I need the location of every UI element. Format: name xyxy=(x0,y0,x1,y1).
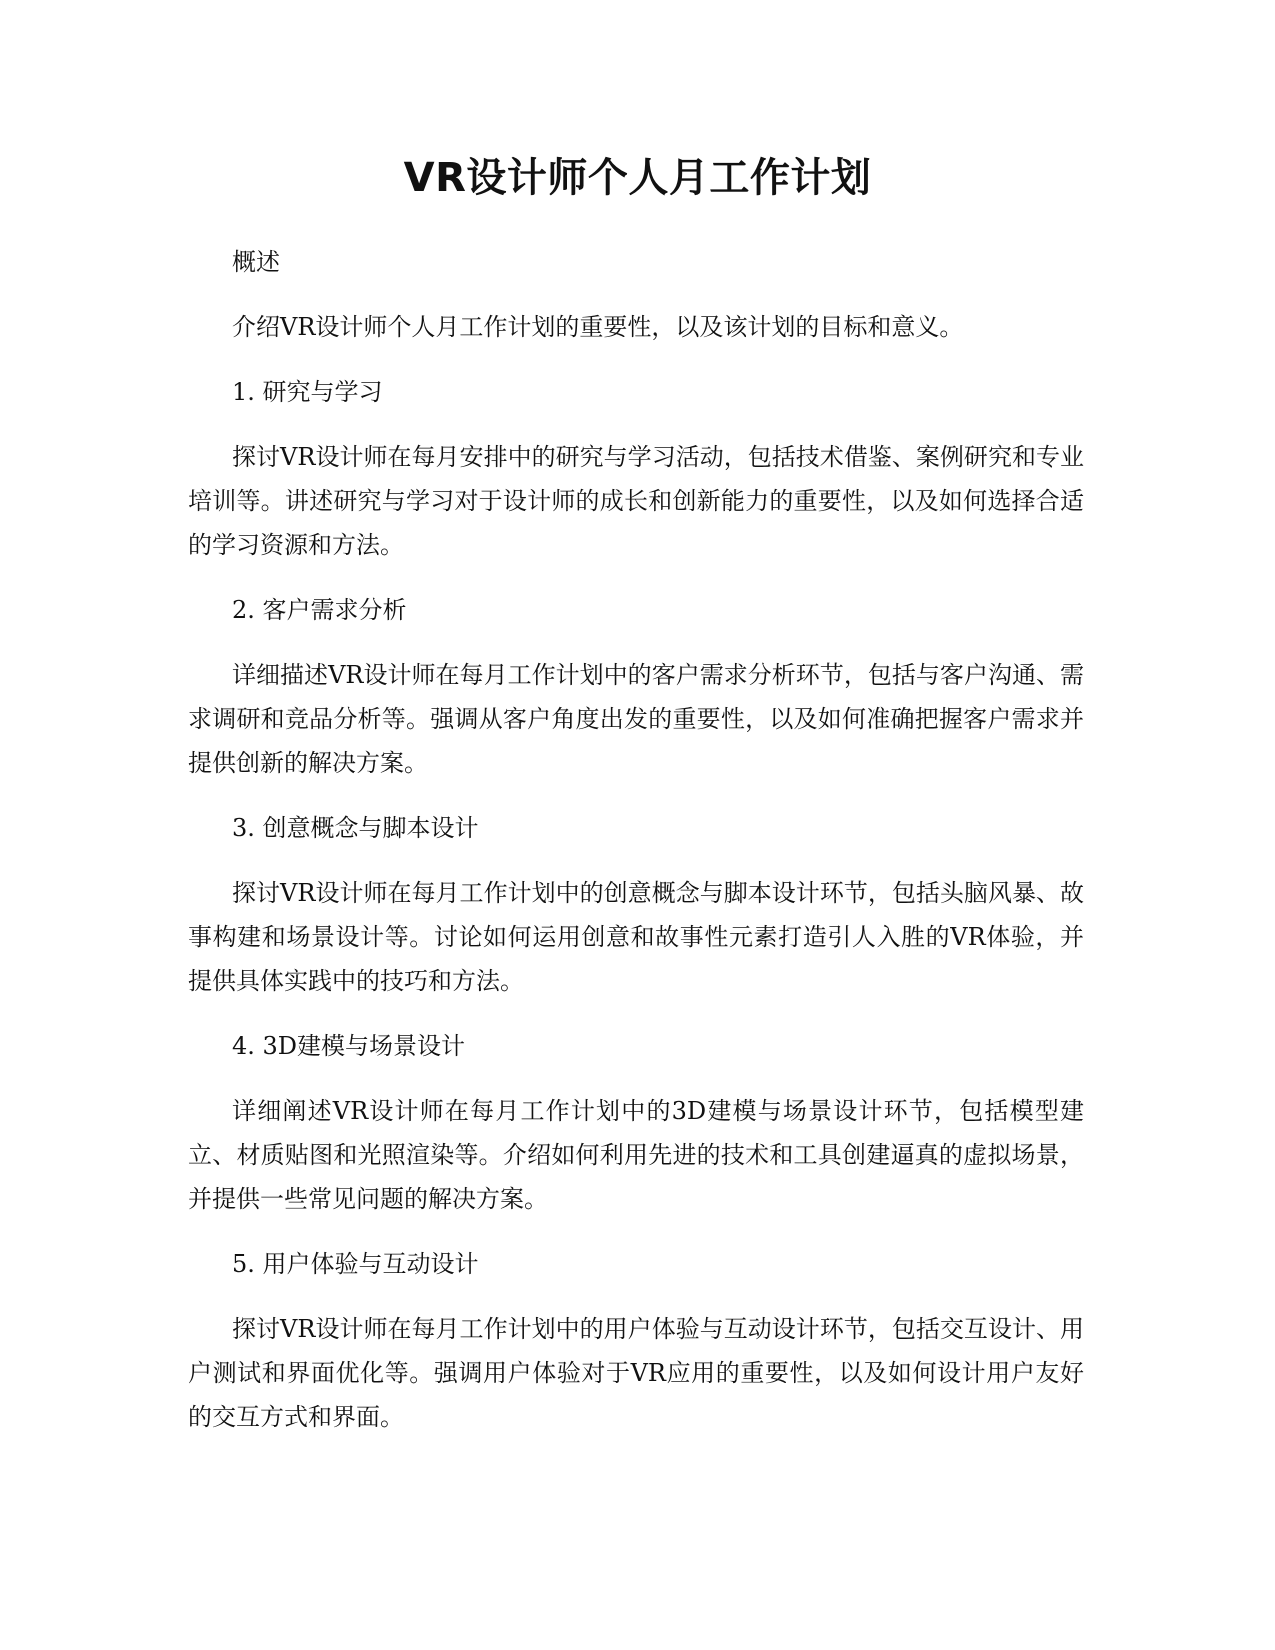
section-body-creative-concept: 探讨VR设计师在每月工作计划中的创意概念与脚本设计环节，包括头脑风暴、故事构建和场景设计等。讨论如何运用创意和故事性元素打造引人入胜的VR体验，并提供具体实践中的技巧和方法。 xyxy=(188,879,1084,995)
section-heading-research: 1. 研究与学习 xyxy=(232,378,383,406)
section-heading-3d-modeling: 4. 3D建模与场景设计 xyxy=(232,1032,466,1060)
document-title: VR设计师个人月工作计划 xyxy=(403,155,872,201)
section-body-overview: 介绍VR设计师个人月工作计划的重要性，以及该计划的目标和意义。 xyxy=(232,313,964,341)
section-heading-creative-concept: 3. 创意概念与脚本设计 xyxy=(232,814,479,842)
section-body-research: 探讨VR设计师在每月安排中的研究与学习活动，包括技术借鉴、案例研究和专业培训等。讲述研究与学习对于设计师的成长和创新能力的重要性，以及如何选择合适的学习资源和方法。 xyxy=(188,443,1084,559)
section-heading-overview: 概述 xyxy=(232,248,280,276)
section-body-user-experience: 探讨VR设计师在每月工作计划中的用户体验与互动设计环节，包括交互设计、用户测试和界面优化等。强调用户体验对于VR应用的重要性，以及如何设计用户友好的交互方式和界面。 xyxy=(188,1315,1084,1431)
section-heading-client-needs: 2. 客户需求分析 xyxy=(232,596,407,624)
document-body xyxy=(188,240,1084,1460)
section-heading-user-experience: 5. 用户体验与互动设计 xyxy=(232,1250,479,1278)
section-body-3d-modeling: 详细阐述VR设计师在每月工作计划中的3D建模与场景设计环节，包括模型建立、材质贴图和光照渲染等。介绍如何利用先进的技术和工具创建逼真的虚拟场景，并提供一些常见问题的解决方案。 xyxy=(188,1097,1084,1213)
section-body-client-needs: 详细描述VR设计师在每月工作计划中的客户需求分析环节，包括与客户沟通、需求调研和竞品分析等。强调从客户角度出发的重要性，以及如何准确把握客户需求并提供创新的解决方案。 xyxy=(188,661,1084,777)
